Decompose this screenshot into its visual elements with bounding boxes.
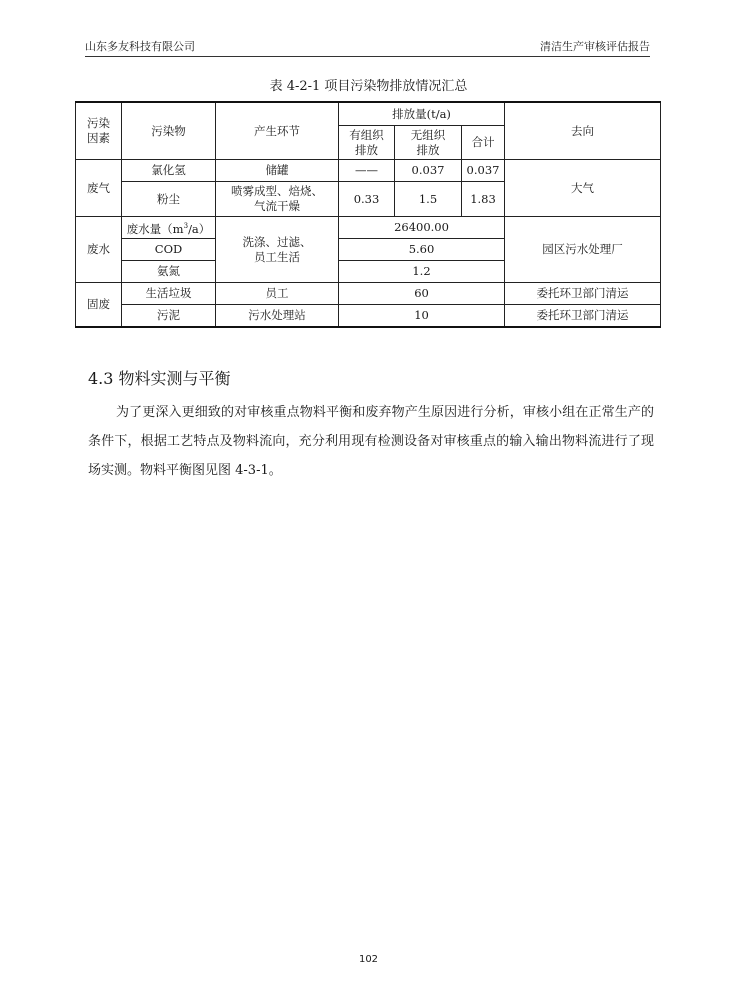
table-row [76,305,661,328]
header-process: 产生环节 [216,102,339,160]
destination-water: 园区污水处理厂 [505,217,661,283]
factor-water: 废水 [76,217,122,283]
value-cell: 5.60 [339,239,505,261]
value-cell: 1.2 [339,261,505,283]
water-volume-label: 废水量（m [126,221,184,236]
process-water: 洗涤、过滤、 员工生活 [216,217,339,283]
unit-superscript: 3 [183,221,189,230]
header-unorganized: 无组织 排放 [395,126,462,160]
header-report-title: 清洁生产审核评估报告 [540,40,650,53]
total-cell: 1.83 [462,182,505,217]
header-factor: 污染 因素 [76,102,122,160]
table-row [76,283,661,305]
destination-cell: 委托环卫部门清运 [505,305,661,328]
destination-cell: 委托环卫部门清运 [505,283,661,305]
organized-cell: 0.33 [339,182,395,217]
body-paragraph: 为了更深入更细致的对审核重点物料平衡和废弃物产生原因进行分析，审核小组在正常生产的条件下，根据工艺特点及物料流向，充分利用现有检测设备对审核重点的输入输出物料流进行了现场实测。物料平衡图见图 4-3-1。 [88,405,654,478]
header-organized: 有组织 排放 [339,126,395,160]
unorganized-cell: 0.037 [395,160,462,182]
process-cell: 储罐 [216,160,339,182]
destination-gas: 大气 [505,160,661,217]
section-heading: 4.3 物料实测与平衡 [88,369,231,388]
pollutant-cell: 氯化氢 [122,160,216,182]
pollutant-cell: 粉尘 [122,182,216,217]
emission-summary-table [75,101,661,328]
page-number: 102 [358,954,379,965]
header-emission: 排放量(t/a) [339,102,505,126]
pollutant-cell: 污泥 [122,305,216,328]
water-volume-unit-tail: /a） [188,221,211,236]
table-row [76,217,661,239]
header-total: 合计 [462,126,505,160]
pollutant-cell: COD [122,239,216,261]
header-pollutant: 污染物 [122,102,216,160]
value-cell: 10 [339,305,505,328]
value-cell: 60 [339,283,505,305]
header-company: 山东多友科技有限公司 [85,40,195,53]
table-row [76,160,661,182]
pollutant-cell [122,217,216,239]
value-cell: 26400.00 [339,217,505,239]
table-caption: 表 4-2-1 项目污染物排放情况汇总 [269,79,468,94]
process-cell: 污水处理站 [216,305,339,328]
organized-cell: —— [339,160,395,182]
factor-solid: 固废 [76,283,122,328]
unorganized-cell: 1.5 [395,182,462,217]
pollutant-cell: 氨氮 [122,261,216,283]
process-cell: 员工 [216,283,339,305]
header-destination: 去向 [505,102,661,160]
process-cell: 喷雾成型、焙烧、 气流干燥 [216,182,339,217]
page-header [85,36,650,57]
pollutant-cell: 生活垃圾 [122,283,216,305]
total-cell: 0.037 [462,160,505,182]
factor-gas: 废气 [76,160,122,217]
